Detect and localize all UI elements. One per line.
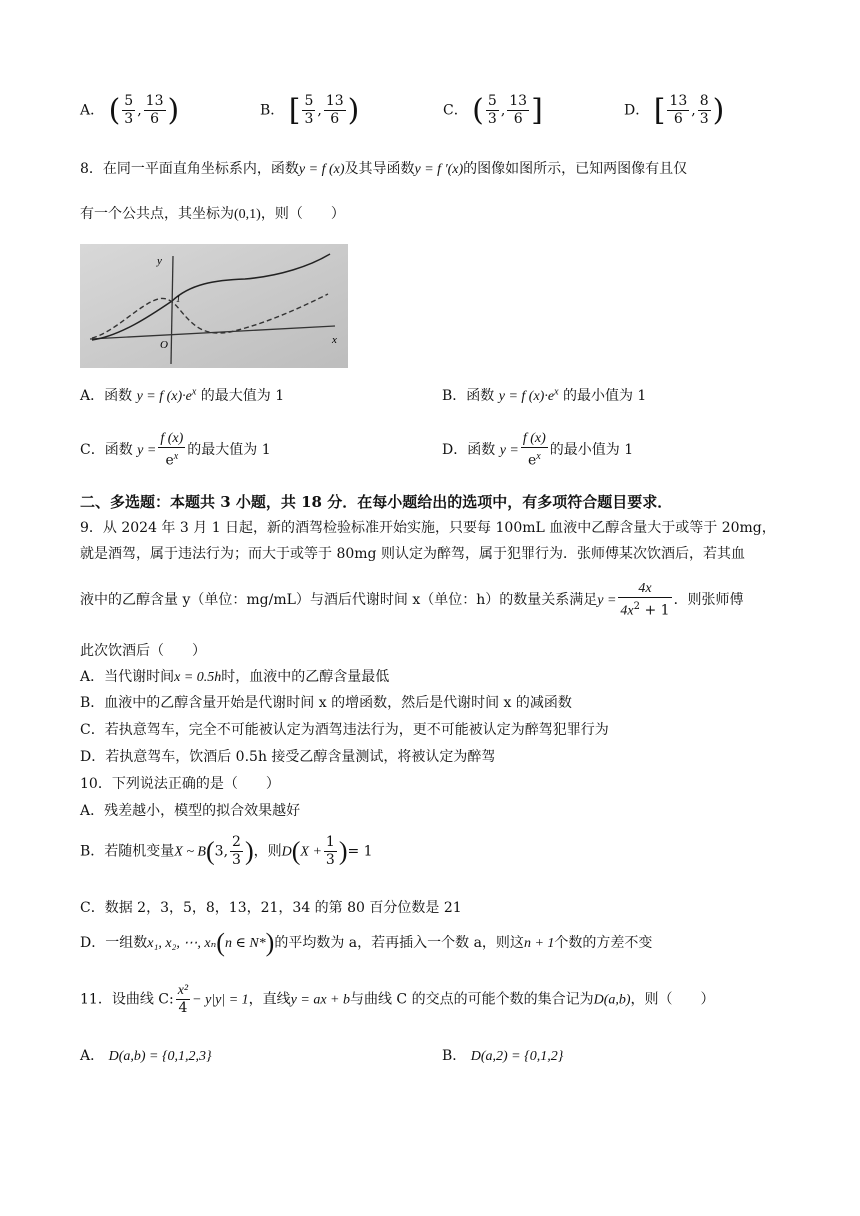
frac-num: 5 [124,93,134,109]
option-math: n + 1 [523,936,555,951]
frac-den: 3 [232,852,241,868]
frac-den-b: + 1 [640,602,670,619]
option-math: x = 0.5h [174,670,222,685]
stem-text: 有一个公共点，其坐标为 [80,206,234,222]
option-letter: A． [80,1048,105,1064]
option-letter: B． [260,102,285,119]
frac-den: e [527,452,537,469]
option-text: 的平均数为 a，若再插入一个数 a，则这 [274,935,524,951]
option-math: y = f (x)·e [498,389,555,404]
option-math: 3, [214,843,229,860]
q10-option-c: C．数据 2，3，5，8，13，21，34 的第 80 百分位数是 21 [80,900,462,916]
frac-sup: x [173,451,179,462]
frac-num: 1 [325,834,335,850]
option-letter: A． [80,102,105,119]
q9-option-d: D．若执意驾车，饮酒后 0.5h 接受乙醇含量测试，将被认定为醉驾 [80,749,496,765]
frac-den: 3 [699,111,709,127]
option-math: y = [499,442,519,458]
q11-stem [80,982,715,1017]
bracket: ( [472,93,484,128]
option-letter: D． [442,441,468,458]
q9-line2: 就是酒驾，属于违法行为；而大于或等于 80mg 则认定为醉驾，属于犯罪行为．张师傅某次饮酒后，若其血 [80,546,745,562]
frac-den: 6 [667,110,689,128]
frac-num: f (x) [160,431,184,446]
q9-line4: 此次饮酒后（ ） [80,643,206,659]
q10-option-b: B．若随机变量X ~ B(3, $\frac{2}{3}$ )，则D(X + $\frac{1}{3}$ )= 1 [80,834,373,868]
math-fx: y = f (x) [298,162,345,177]
stem-text: 及其导函数 [344,161,415,177]
frac-sup: x [536,451,541,462]
math-curve: − y|y| = 1 [192,992,249,1008]
frac-num: 2 [232,834,241,850]
option-text: B．若随机变量 [80,843,175,860]
option-text: 函数 [104,441,133,458]
option-letter: C． [80,441,105,458]
option-math: y = [137,442,157,458]
origin-label: O [160,339,168,351]
option-text: 函数 [104,388,133,404]
stem-text: ，直线 [248,991,291,1008]
frac-sup: 2 [633,601,641,612]
stem-text: 8．在同一平面直角坐标系内，函数 [80,161,299,177]
q10-option-d: D．一组数x₁, x₂, ⋯, xₙ(n ∈ N*)的平均数为 a，若再插入一个数 a，则这n + 1个数的方差不变 [80,928,653,957]
stem-text: 与曲线 C 的交点的可能个数的集合记为 [349,991,594,1008]
option-letter: D． [624,102,650,119]
option-text: 的最大值为 1 [187,441,271,458]
q8-option-d [442,430,633,470]
bracket: ( [108,93,121,128]
option-math: X + [300,844,322,860]
stem-text: ，则（ ） [630,991,715,1008]
bracket: ) [712,93,725,128]
frac-den: 3 [487,111,497,127]
option-text: 时，血液中的乙醇含量最低 [221,669,390,685]
frac-num: 13 [509,93,528,109]
frac-num: 4x [638,581,652,596]
frac-den: 3 [304,111,314,127]
bracket: ) [347,93,360,128]
option-text: A．当代谢时间 [80,669,175,685]
option-letter: B． [442,1048,467,1064]
frac-den: 4x [620,603,634,619]
option-math: = 1 [347,843,373,860]
q10-stem: 10．下列说法正确的是（ ） [80,776,280,792]
q9-line3 [80,580,744,620]
q10-option-a: A．残差越小，模型的拟合效果越好 [80,803,301,819]
section-heading: 二、多选题：本题共 3 小题，共 18 分．在每小题给出的选项中，有多项符合题目要求． [80,493,673,511]
q7-option-a: A． ( $\frac{5}{3}$ , $\frac{13}{6}$ ) [80,93,180,128]
q8-stem-line1 [80,158,687,178]
q9-line1: 9．从 2024 年 3 月 1 日起，新的酒驾检验标准开始实施，只要每 100mL 血液中乙醇含量大于或等于 20mg， [80,520,776,536]
math-fpx: y = f ′(x) [414,162,464,177]
option-text: D．一组数 [80,935,148,951]
stem-text: ，则（ ） [260,206,345,222]
option-text: 个数的方差不变 [554,935,653,951]
option-text: ，则 [253,843,282,860]
x-axis-label: x [332,334,337,346]
option-letter: B． [442,388,467,404]
option-sup: x [554,386,559,398]
frac-num: 13 [145,93,164,109]
frac-num: 5 [304,93,314,109]
q7-option-d: D． [ $\frac{13}{6}$ , $\frac{8}{3}$ ) [624,93,725,128]
option-text: 的最小值为 1 [549,441,634,458]
option-math: x₁, x₂, ⋯, xₙ [147,936,217,951]
option-math: D(a,2) = {0,1,2} [470,1049,564,1064]
frac-den: 6 [324,110,346,128]
q11-option-a [80,1045,212,1065]
frac-num: 8 [699,93,709,109]
option-text: 函数 [466,388,495,404]
q7-option-c: C． ( $\frac{5}{3}$ , $\frac{13}{6}$ ] [443,93,543,128]
option-text: 的最小值为 1 [562,388,647,404]
q11-option-b [442,1045,563,1065]
point-mark: 1 [176,294,181,304]
frac-num: f (x) [522,431,546,446]
stem-text: 11．设曲线 C: [80,991,174,1008]
frac-den: e [165,452,174,469]
y-axis-label: y [157,255,162,267]
q9-option-b: B．血液中的乙醇含量开始是代谢时间 x 的增函数，然后是代谢时间 x 的减函数 [80,695,572,711]
q8-option-b [442,385,646,405]
q7-option-b: B． [ $\frac{5}{3}$ , $\frac{13}{6}$ ) [260,93,360,128]
bracket: [ [288,93,301,128]
stem-text: 的图像如图所示，已知两图像有且仅 [463,161,688,177]
option-sup: x [191,386,197,398]
math-line: y = ax + b [290,992,350,1008]
q9-option-c: C．若执意驾车，完全不可能被认定为酒驾违法行为，更不可能被认定为醉驾犯罪行为 [80,722,609,738]
frac-den: 3 [124,111,134,127]
option-text: 函数 [467,441,496,458]
frac-den: 6 [144,110,166,128]
frac-num: 13 [325,93,344,109]
option-math: n ∈ N* [224,936,266,951]
q9-option-a [80,666,389,686]
option-math: D [281,844,292,860]
math-dab: D(a,b) [593,992,631,1008]
frac-den: 4 [176,999,190,1017]
bracket: ) [167,93,180,128]
stem-text: 液中的乙醇含量 y（单位：mg/mL）与酒后代谢时间 x（单位：h）的数量关系满足 [80,591,598,608]
stem-text: ．则张师傅 [673,591,744,608]
q8-option-a [80,385,284,405]
q8-stem-line2 [80,203,345,223]
bracket: [ [653,93,666,128]
bracket: ] [531,93,543,128]
math-y: y = [597,592,617,608]
q8-graph-image [80,244,348,368]
option-math: X ~ B [174,844,206,860]
option-math: y = f (x)·e [136,389,192,404]
frac-num: 5 [487,93,497,109]
frac-den: 6 [507,110,529,128]
frac-num: x² [177,983,189,998]
q8-option-c [80,430,271,470]
frac-num: 13 [669,93,688,109]
math-point: (0,1) [234,207,261,222]
frac-den: 3 [325,852,335,868]
option-text: 的最大值为 1 [200,388,285,404]
option-math: D(a,b) = {0,1,2,3} [108,1049,212,1064]
option-letter: C． [443,102,468,119]
option-letter: A． [80,388,105,404]
